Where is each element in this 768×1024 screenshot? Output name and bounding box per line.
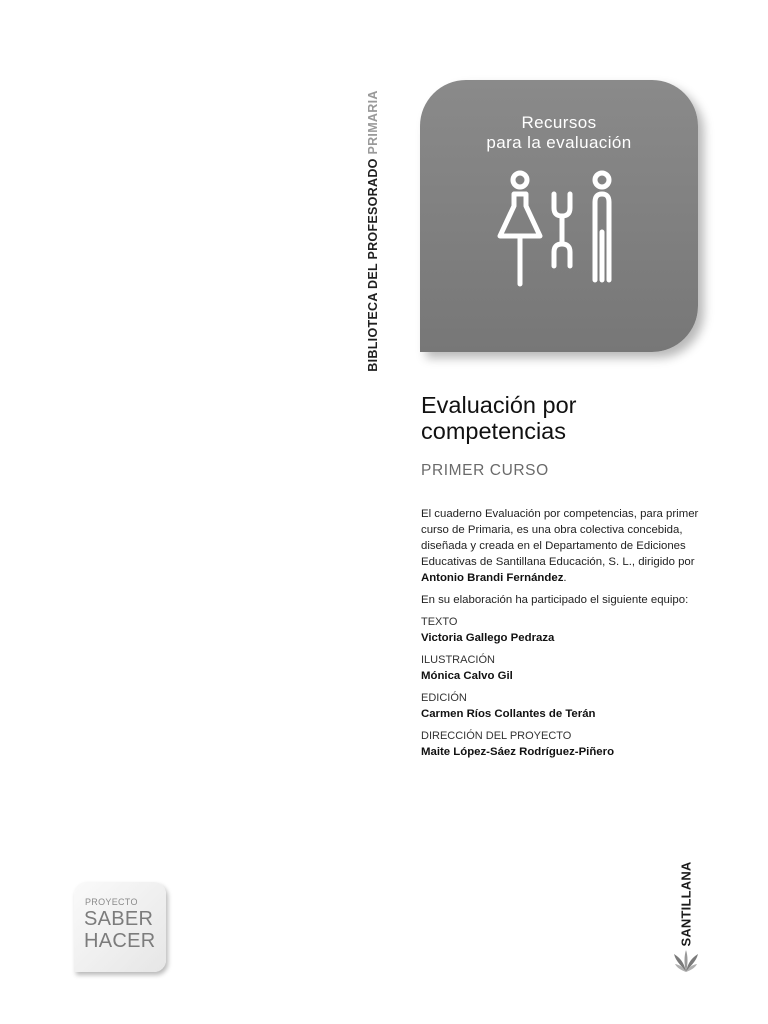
page-title	[421, 392, 721, 444]
page-title-line1: Evaluación por	[421, 392, 577, 418]
director-name: Antonio Brandi Fernández	[421, 572, 564, 584]
saber-hacer-line2: HACER	[84, 930, 156, 952]
wrench-icon	[554, 194, 570, 266]
badge-icons	[496, 168, 626, 292]
collection-title	[366, 90, 380, 371]
collection-level: PRIMARIA	[366, 90, 380, 155]
badge-title	[420, 113, 698, 153]
resource-badge	[420, 80, 698, 352]
credit-role: ILUSTRACIÓN	[421, 654, 495, 666]
credit-text	[421, 615, 706, 646]
course-subtitle: PRIMER CURSO	[421, 462, 549, 479]
saber-hacer-small: PROYECTO	[85, 897, 138, 907]
saber-hacer-logo	[74, 882, 166, 972]
credit-name: Carmen Ríos Collantes de Terán	[421, 708, 596, 720]
collection-name: BIBLIOTECA DEL PROFESORADO	[366, 158, 380, 372]
credit-role: EDICIÓN	[421, 692, 467, 704]
team-intro: En su elaboración ha participado el siguiente equipo:	[421, 594, 689, 606]
intro-text: El cuaderno Evaluación por competencias, para primer curso de Primaria, es una obra colectiva concebida, diseñada y creada en el Departamento de Ediciones Educativas de Santillana Educación, S. L., dirigido por	[421, 508, 699, 568]
plant-logo-icon	[672, 948, 700, 974]
credit-illustration	[421, 653, 706, 684]
publisher-name: SANTILLANA	[678, 861, 694, 947]
page-title-line2: competencias	[421, 418, 566, 444]
intro-paragraph	[421, 506, 706, 586]
saber-hacer-line1: SABER	[84, 908, 154, 930]
spine-label	[364, 80, 382, 382]
credit-direction	[421, 729, 706, 760]
credits-body	[421, 506, 706, 760]
credit-name: Maite López-Sáez Rodríguez-Piñero	[421, 746, 615, 758]
credit-name: Mónica Calvo Gil	[421, 670, 513, 682]
badge-title-line1: Recursos	[521, 113, 597, 132]
intro-end: .	[563, 572, 567, 584]
badge-title-line2: para la evaluación	[486, 133, 632, 152]
credit-role: TEXTO	[421, 616, 458, 628]
credit-role: DIRECCIÓN DEL PROYECTO	[421, 730, 572, 742]
woman-icon	[500, 173, 540, 284]
credit-edition	[421, 691, 706, 722]
santillana-logo	[668, 860, 704, 976]
man-icon	[595, 173, 609, 280]
credit-name: Victoria Gallego Pedraza	[421, 632, 555, 644]
